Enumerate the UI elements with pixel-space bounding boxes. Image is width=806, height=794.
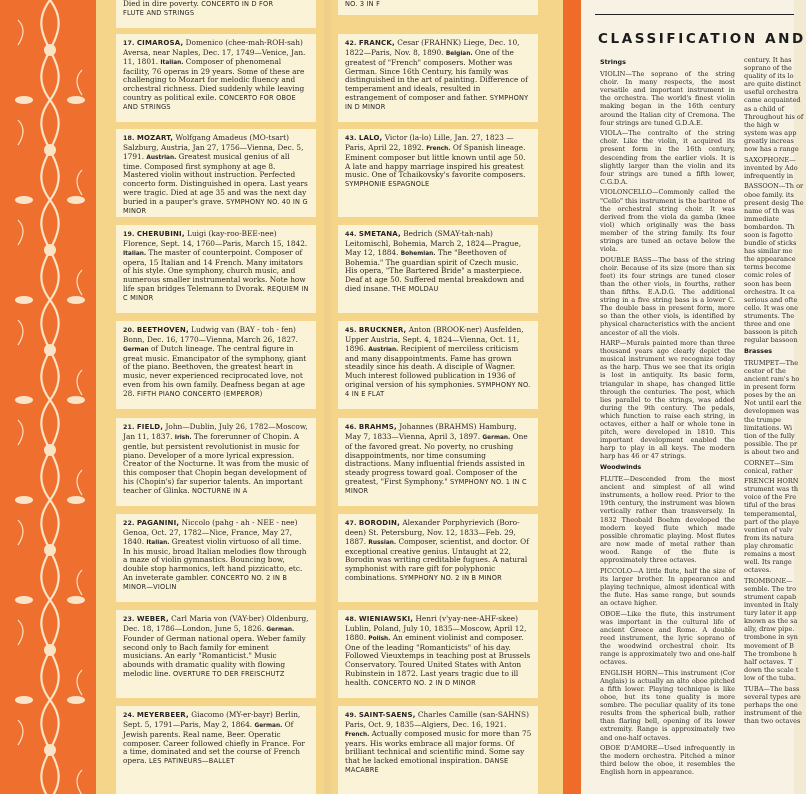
page-title: CLASSIFICATION AND <box>598 31 806 47</box>
instrument-bassoon: BASSOON—Th or oboe family. its present desig The name of th was immediate bombardon. Th soon is fagotto bundle of sticks has similar me the appearance terms become comic roles of soon has been orchestra. It ca serious and ofte cello. It was one struments. The three and one bassoon is pitch regular bassoon <box>744 182 804 345</box>
composer-card: 43. LALO, Victor (la-lo) Lille, Jan. 27, 1823 —Paris, April 22, 1892. French. Of Spanish lineage. Eminent composer but little known until age 50. A late and happy marriage inspired his greatest music. One of Tchaikovsky's favorite composers. SYMPHONIE ESPAGNOLE <box>338 129 538 217</box>
composer-card: 21. FIELD, John—Dublin, July 26, 1782—Moscow, Jan 11, 1837. Irish. The forerunner of Chopin. A gentle, but persistent revolutionist in music for piano. Developer of a more lyrical expression. Creator of the Nocturne. It was from the music of this composer that Chopin began development of his (Chopin's) far superior talents. An important teacher of Glinka. NOCTURNE IN A <box>116 418 316 506</box>
instrument-flute: FLUTE—Descended from the most ancient and simplest of all wind instruments, a hollow reed. Prior to the 19th century, the instrument was blown vertically rather than transversely. In 1832 Theobald Boehm developed the modern keyed flute which made possible chromatic playing. Most flutes are now made of metal rather than wood. Range of the flute is approximately three octaves. <box>600 475 735 565</box>
composer-card-fragment-top-right <box>338 0 538 15</box>
composer-card: 45. BRUCKNER, Anton (BROOK-ner) Ausfelden, Upper Austria, Sept. 4, 1824—Vienna, Oct. 11, 1896. Austrian. Recipient of merciless criticism and many disappointments. Fame has grown steadily since his death. A disciple of Wagner. Much interest followed publication in 1936 of original version of his symphonies. SYMPHONY NO. 4 IN E FLAT <box>338 321 538 409</box>
instrument-piccolo: PICCOLO—A little flute, half the size of its larger brother. In appearance and playing technique, almost identical with the flute. Has same range, but sounds an octave higher. <box>600 566 735 607</box>
work-title: SYMPHONY NO. 1 IN C MINOR <box>345 478 527 495</box>
composer-card: 17. CIMAROSA, Domenico (chee-mah-ROH-sah) Aversa, near Naples, Dec. 17, 1749—Venice, Jan. 11, 1801. Italian. Composer of phenomenal facility, 76 operas in 29 years. Some of these are challenging to Mozart for melodic fluency and orchestral richness. Died suddenly while leaving country as political exile. CONCERTO FOR OBOE AND STRINGS <box>116 34 316 122</box>
work-title: NO. 3 IN F <box>345 0 381 8</box>
work-title: CONCERTO NO. 2 IN B MINOR—VIOLIN <box>123 574 288 591</box>
work-title: SYMPHONIE ESPAGNOLE <box>345 180 430 189</box>
work-title: CONCERTO IN D FOR <box>201 0 274 8</box>
instrument-column-1 <box>600 56 735 794</box>
work-title: DANSE MACABRE <box>345 757 509 775</box>
instrument-column-2-cropped: century. It has soprano of the quality of its lo are quite distinct useful orchestra came acquainted as a child of Throughout his of the high w system was app greatly increas now has a range SAXOPHONE—invented by Ado infrequently in BASSOON—Th or oboe family. its present desig The name of th was immediate bombardon. Th soon is fagotto bundle of sticks has similar me the appearance terms become comic roles of soon has been orchestra. It ca serious and ofte cello. It was one struments. The three and one bassoon is pitch regular bassoon Brasses TRUMPET—The cestor of the ancient ram's ho in present form poses by the an Not until earl the developmen was the trumpe limitations. Wi tion of the fully possible. The pr is about two and CORNET—Sim conical, rather FRENCH HORN strument was th voice of the Fre tiful of the bras temperamental, part of the playe vention of valv from its natura play chromatic remains a most well. Its range octaves. TROMBONE—semble. The tro strument capab invented in Italy tury later it app known as the sa ally, draw pipe. trombone in syn movement of B The trombone h half octaves. T down the scale t low of the tuba. TUBA—The bass several types are perhaps the one instrument of the than two octaves <box>744 56 804 725</box>
composer-card: 23. WEBER, Carl Maria von (VAY-ber) Oldenburg, Dec. 18, 1786—London, June 5, 1826. German. Founder of German national opera. Weber family second only to Bach family for eminent musicians. An early "Romanticist." Music abounds with dramatic quality with flowing melodic line. OVERTURE TO DER FREISCHUTZ <box>116 610 316 698</box>
floral-ornament-icon <box>10 0 90 794</box>
composer-card-fragment-top-left: Died in dire poverty. CONCERTO IN D FOR FLUTE AND STRINGS <box>116 0 316 28</box>
work-title: NOCTURNE IN A <box>191 486 248 495</box>
orange-divider-stripe <box>563 0 581 794</box>
instrument-saxophone: SAXOPHONE—invented by Ado infrequently in <box>744 155 798 180</box>
instrument-trumpet: TRUMPET—The cestor of the ancient ram's ho in present form poses by the an Not until earl the developmen was the trumpe limitations. Wi tion of the fully possible. The pr is about two and <box>744 358 802 456</box>
instrument-violin: VIOLIN—The soprano of the string choir. In many respects, the most versatile and important instrument in the orchestra. The world's finest violin making began in the 16th century around the Italian city of Cremona. The four strings are tuned G.D.A.E. <box>600 70 735 127</box>
instrument-trombone: TROMBONE—semble. The tro strument capab invented in Italy tury later it app known as the sa ally, draw pipe. trombone in syn movement of B The trombone h half octaves. T down the scale t low of the tuba. <box>744 576 799 682</box>
work-title: SYMPHONY NO. 40 IN G MINOR <box>123 197 308 215</box>
work-title: CONCERTO FOR OBOE AND STRINGS <box>123 94 296 111</box>
instrument-viola: VIOLA—The contralto of the string choir. Like the violin, it acquired its present form in the 16th century, descending from the earlier viols. It is slightly larger than the violin and its four strings are tuned a fifth lower, C.G.D.A. <box>600 129 735 186</box>
section-heading-woodwinds: Woodwinds <box>600 463 642 471</box>
composer-card: 19. CHERUBINI, Luigi (kay-roo-BEE-nee) Florence, Sept. 14, 1760—Paris, March 15, 1842. Italian. The master of counterpoint. Composer of opera, 15 Italian and 14 French. Many imitators of his style. One symphony, church music, and numerous smaller instrumental works. Note how life span bridges Telemann to Dvorak. REQUIEM IN C MINOR <box>116 225 316 313</box>
instrument-cello: VIOLONCELLO—Commonly called the "Cello" this instrument is the baritone of the orchestral string choir. It was derived from the viola da gamba (knee viol) which originally was the bass member of the string family. Its four strings are tuned an octave below the viola. <box>600 188 735 254</box>
instrument-french-horn: FRENCH HORN strument was th voice of the Fre tiful of the bras temperamental, part of the playe vention of valv from its natura play chromatic remains a most well. Its range octaves. <box>744 477 799 575</box>
instrument-english-horn: ENGLISH HORN—This instrument (Cor Anglais) is actually an alto oboe pitched a fifth lower. Playing technique is like oboe, but its tone quality is more sombre. The peculiar quality of its tone results from the spherical bulb, rather than flaring bell, opening of its lower extremity. Range is approximately two and one-half octaves. <box>600 668 735 742</box>
work-title: THE MOLDAU <box>392 285 439 294</box>
composer-card: 44. SMETANA, Bedrich (SMAY-tah-nah) Leitomischl, Bohemia, March 2, 1824—Prague, May 12, 1884. Bohemian. The "Beethoven of Bohemia." The guardian spirit of Czech music. His opera, "The Bartered Bride" a masterpiece. Deaf at age 50. Suffered mental breakdown and died insane. THE MOLDAU <box>338 225 538 313</box>
composer-card: 42. FRANCK, Cesar (FRAHNK) Liege, Dec. 10, 1822—Paris, Nov. 8, 1890. Belgian. One of the greatest of "French" composers. Mother was German. Since 16th Century, his family was distinguished in the art of painting. Difference of temperament and ideals, resulted in estrangement of composer and father. SYMPHONY IN D MINOR <box>338 34 538 122</box>
work-title: SYMPHONY IN D MINOR <box>345 94 529 111</box>
instrument-oboe: OBOE—Like the flute, this instrument was important in the cultural life of ancient Greece and Rome. A double reed instrument, the lyric soprano of the woodwind orchestral choir. Its range is approximately two and one-half octaves. <box>600 609 735 667</box>
instrument-harp: HARP—Murals painted more than three thousand years ago clearly depict the musical instrument we recognize today as the harp. Thus we see that its origin is lost in antiquity. Its basic form, triangular in shape, has changed little through the centuries. The post, which lies parallel to the strings, was added during the 9th century. The pedals, which function to raise each string, in octaves, either a half or whole tone in pitch, were developed in 1810. This important development enabled the harp to play in all keys. The modern harp has 46 or 47 strings. <box>600 339 735 461</box>
header-rule <box>595 14 794 15</box>
composer-card: 20. BEETHOVEN, Ludwig van (BAY - toh - fen) Bonn, Dec. 16, 1770—Vienna, March 26, 1827. German of Dutch lineage. The central figure in great music. Emancipator of the symphony, giant of the piano. Beethoven, the greatest heart in music, never experienced reciprocated love, not even from his own family. Deafness began at age 28. FIFTH PIANO CONCERTO (EMPEROR) <box>116 321 316 409</box>
instrument-oboe-damore: OBOE D'AMORE—Used infrequently in the modern orchestra. Pitched a minor third below the oboe, it resembles the English horn in appearance. <box>600 744 735 777</box>
section-heading-brasses: Brasses <box>744 346 773 355</box>
work-title: SYMPHONY NO. 4 IN E FLAT <box>345 381 531 398</box>
composer-card: 46. BRAHMS, Johannes (BRAHMS) Hamburg, May 7, 1833—Vienna, April 3, 1897. German. One of the favored great. No poverty, no crushing disappointments, nor time consuming distractions. Many influential friends assisted in steady progress toward goal. Composer of the greatest, "First Symphony." SYMPHONY NO. 1 IN C MINOR <box>338 418 538 506</box>
composer-card: 48. WIENIAWSKI, Henri (v'yay-nee-AHF-skee) Lublin, Poland, July 10, 1835—Moscow, April 12, 1880. Polish. An eminent violinist and composer. One of the leading "Romanticists" of his day. Followed Vieuxtemps in teaching post at Brussels Conservatory. Toured United States with Anton Rubinstein in 1872. Last years tragic due to ill health. CONCERTO NO. 2 IN D MINOR <box>338 610 538 698</box>
instrument-tuba: TUBA—The bass several types are perhaps the one instrument of the than two octaves <box>744 684 802 725</box>
card-gutter <box>324 0 331 794</box>
instrument-cornet: CORNET—Sim conical, rather <box>744 458 794 475</box>
work-title: FLUTE AND STRINGS <box>123 8 195 17</box>
ornamental-border <box>0 0 96 794</box>
composer-card: 49. SAINT-SAENS, Charles Camille (san-SAHNS) Paris, Oct. 9, 1835—Algiers, Dec. 16, 1921. French. Actually composed music for more than 75 years. His works embrace all major forms. Of brilliant technical and scientific mind. Some say that he lacked emotional inspiration. DANSE MACABRE <box>338 706 538 794</box>
work-title: REQUIEM IN C MINOR <box>123 285 309 302</box>
instrument-double-bass: DOUBLE BASS—The bass of the string choir. Because of its size (more than six feet) its four strings are tuned closer than the other viols, in fourths, rather than fifths. E.A.D.G. The additional string in a five string bass is a lower C. The double bass in present form, more so than the other viols, is identified by physical characteristics with the ancient ancestor of all the viols. <box>600 255 735 337</box>
work-title: SYMPHONY NO. 2 IN B MINOR <box>399 574 502 583</box>
composer-card: 47. BORODIN, Alexander Porphyrievich (Boro-deen) St. Petersburg, Nov. 12, 1833—Feb. 29, 1887. Russian. Composer, scientist, and doctor. Of exceptional creative genius. Untaught at 22, Borodin was writing creditable fugues. A natural symphonist with rare gift for polyphonic combinations. SYMPHONY NO. 2 IN B MINOR <box>338 514 538 602</box>
section-heading-strings: Strings <box>600 58 626 66</box>
composer-card: 18. MOZART, Wolfgang Amadeus (MO-tsart) Salzburg, Austria, Jan 27, 1756—Vienna, Dec. 5, 1791. Austrian. Greatest musical genius of all time. Composed first symphony at age 8. Mastered violin without instruction. Perfected concerto form. Distinguished in opera. Last years were tragic. Died at age 35 and was the next day buried in a pauper's grave. SYMPHONY NO. 40 IN G MINOR <box>116 129 316 217</box>
composer-card: 24. MEYERBEER, Giacomo (MY-er-bayr) Berlin, Sept. 5, 1791—Paris, May 2, 1864. German. Of Jewish parents. Real name, Beer. Operatic composer. Career followed chiefly in France. For a time, dominated and set the course of French opera. LES PATINEURS—BALLET <box>116 706 316 794</box>
work-title: OVERTURE TO DER FREISCHUTZ <box>173 670 285 679</box>
composer-card: 22. PAGANINI, Niccolo (pahg - ah - NEE - nee) Genoa, Oct. 27, 1782—Nice, France, May 27, 1840. Italian. Greatest violin virtuoso of all time. In his music, broad Italian melodies flow through a maze of violin gymnastics. Bouncing bow, double stop harmonics, left hand pizzicatto, etc. An inveterate gambler. CONCERTO NO. 2 IN B MINOR—VIOLIN <box>116 514 316 602</box>
work-title: CONCERTO NO. 2 IN D MINOR <box>373 678 476 687</box>
work-title: LES PATINEURS—BALLET <box>149 757 235 766</box>
work-title: FIFTH PIANO CONCERTO (EMPEROR) <box>137 389 263 398</box>
